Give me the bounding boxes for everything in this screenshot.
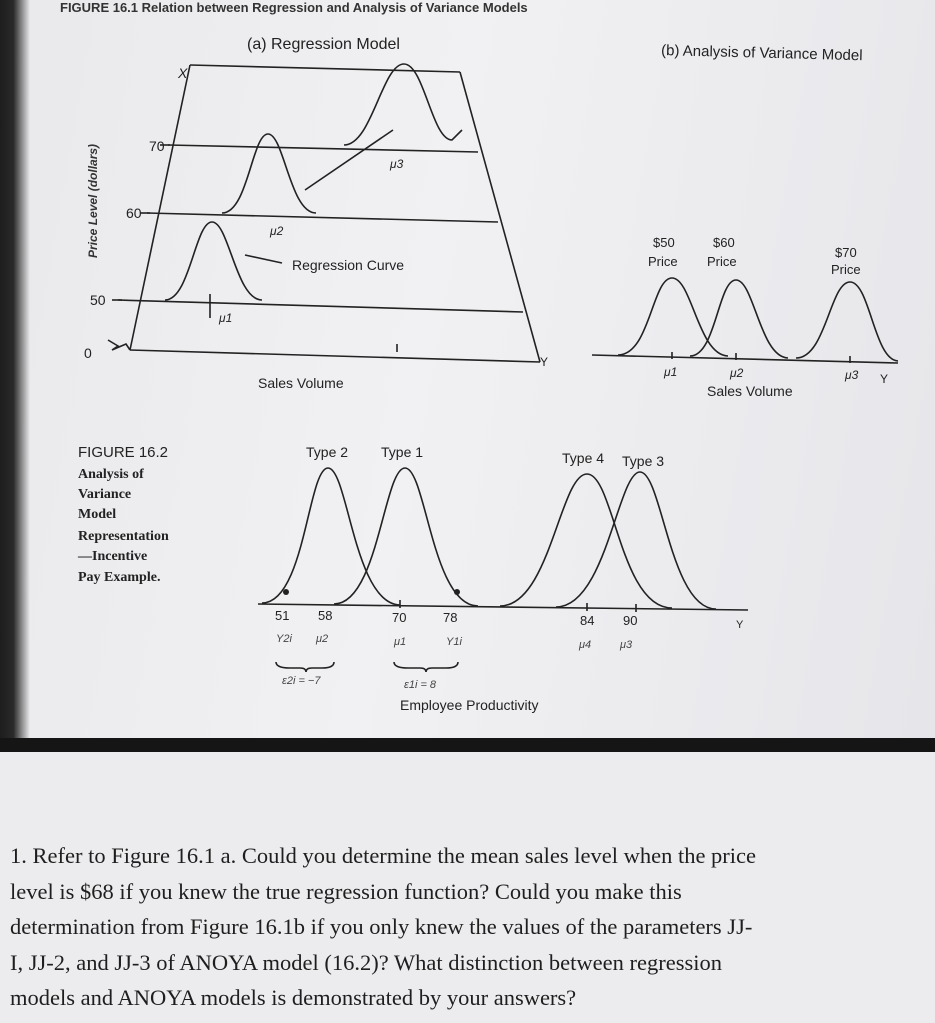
symbol-mu1: μ1 [394, 636, 407, 648]
tick-value-84: 84 [580, 613, 595, 628]
symbol-y2i: Y2i [276, 633, 292, 645]
question-line: determination from Figure 16.1b if you only knew the values of the parameters JJ- [10, 914, 753, 939]
symbol-mu4: μ4 [579, 639, 592, 651]
top-header-text: FIGURE 16.1 Relation between Regression and Analysis of Variance Models [60, 0, 528, 15]
caption-line-1: Analysis of [78, 467, 144, 482]
price-word-50: Price [648, 254, 678, 269]
caption-line-3: Model [78, 507, 117, 522]
tick-value-70: 70 [392, 610, 407, 625]
question-line: I, JJ-2, and JJ-3 of ANOYA model (16.2)? What distinction between regression [10, 949, 722, 975]
point-y1i [454, 589, 460, 595]
epsilon-2i-label: ε2i = −7 [282, 675, 321, 687]
price-word-70: Price [831, 262, 861, 277]
panel-b-mu2: μ2 [730, 366, 744, 380]
caption-line-5: —Incentive [78, 549, 148, 564]
tick-value-90: 90 [623, 613, 638, 628]
panel-b-title: (b) Analysis of Variance Model [660, 42, 863, 65]
panel-b-x-axis-label: Sales Volume [707, 383, 793, 399]
caption-line-2: Variance [78, 487, 132, 502]
type-3-label: Type 3 [622, 453, 665, 469]
panel-a-mu3: μ3 [390, 157, 404, 171]
question-panel [0, 752, 935, 1023]
fig-16-2-axis-y-letter: Y [736, 619, 744, 631]
fig-16-2-x-axis-label: Employee Productivity [400, 697, 539, 713]
tick-value-58: 58 [318, 608, 333, 623]
tick-value-78: 78 [443, 610, 458, 625]
panel-b-mu1: μ1 [664, 365, 678, 379]
panel-a-axis-x-letter: X [178, 65, 188, 81]
panel-a-y-axis-label: Price Level (dollars) [86, 143, 100, 258]
tick-50: 50 [90, 292, 106, 308]
tick-0: 0 [84, 345, 92, 361]
caption-line-6: Pay Example. [78, 570, 161, 585]
panel-b-curves [592, 278, 898, 363]
symbol-mu3: μ3 [620, 639, 633, 651]
type-4-label: Type 4 [562, 450, 605, 466]
question-line: 1. Refer to Figure 16.1 a. Could you determine the mean sales level when the price [10, 843, 757, 868]
tick-70: 70 [149, 138, 165, 154]
panel-b-axis-y-letter: Y [880, 372, 889, 386]
figure-16-2-number: FIGURE 16.2 [78, 444, 169, 461]
divider-strip [0, 738, 935, 752]
price-amount-60: $60 [713, 235, 735, 250]
figure-16-2-curves [258, 468, 748, 672]
panel-a-title: (a) Regression Model [247, 36, 400, 53]
caption-line-4: Representation [78, 529, 169, 544]
price-amount-70: $70 [835, 245, 857, 260]
panel-a-mu2: μ2 [270, 224, 284, 238]
panel-a-mu1: μ1 [219, 311, 233, 325]
question-text [10, 838, 932, 1016]
panel-b-mu3: μ3 [845, 368, 859, 382]
price-word-60: Price [707, 254, 737, 269]
point-y2i [283, 589, 289, 595]
type-1-label: Type 1 [381, 444, 424, 460]
type-2-label: Type 2 [306, 444, 349, 460]
question-line: models and ANOYA models is demonstrated by your answers? [10, 985, 577, 1010]
symbol-mu2: μ2 [316, 633, 329, 645]
tick-value-51: 51 [275, 608, 290, 623]
photo-shadow [0, 0, 30, 738]
tick-60: 60 [126, 205, 142, 221]
question-line: level is $68 if you knew the true regression function? Could you make this [10, 878, 682, 904]
regression-curve-label: Regression Curve [292, 257, 405, 273]
panel-a-axis-y-letter: Y [540, 355, 549, 369]
panel-a-frame [108, 65, 540, 362]
panel-a-x-axis-label: Sales Volume [258, 375, 344, 391]
epsilon-1i-label: ε1i = 8 [404, 679, 437, 691]
symbol-y1i: Y1i [446, 636, 462, 648]
price-amount-50: $50 [653, 235, 675, 250]
